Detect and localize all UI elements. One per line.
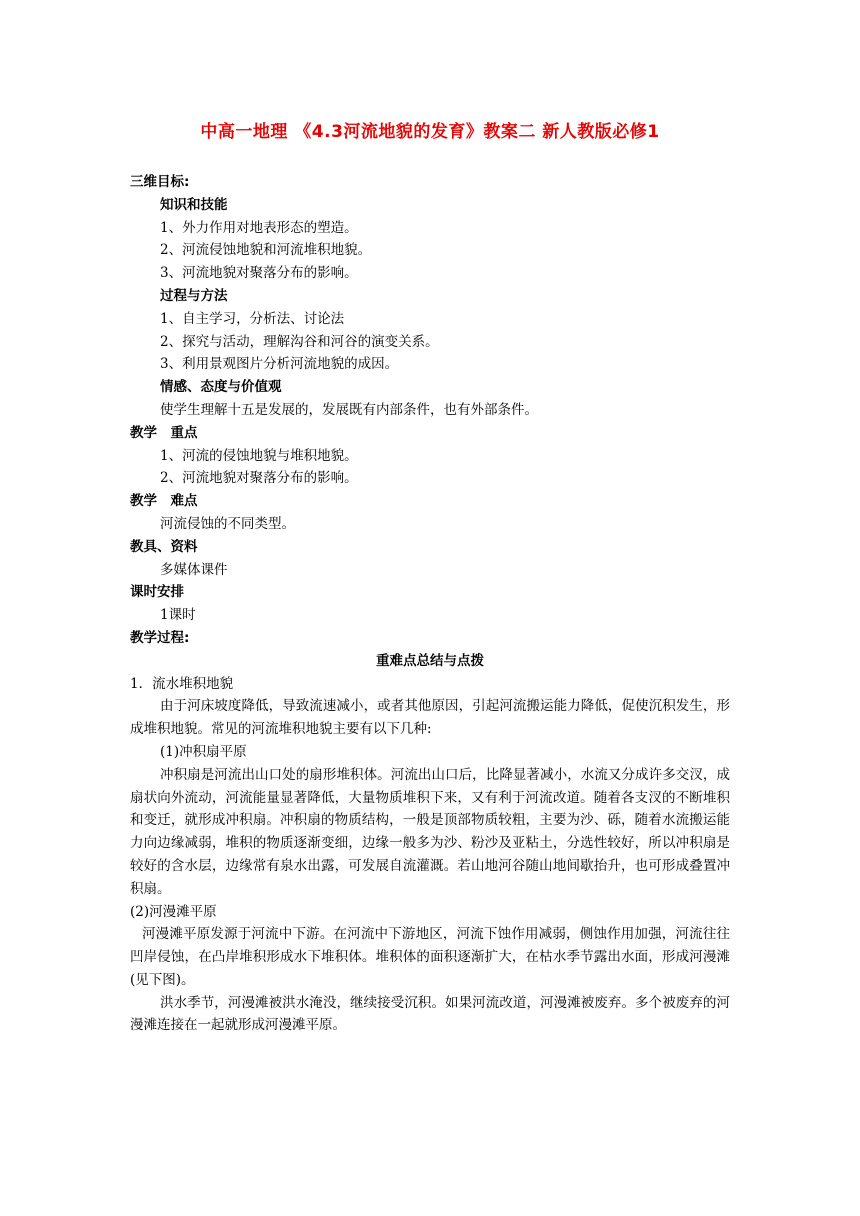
process-steps-heading: 教学过程: — [130, 629, 190, 646]
emotion-text: 使学生理解十五是发展的，发展既有内部条件，也有外部条件。 — [160, 401, 538, 418]
document-body — [130, 171, 730, 1037]
section-title: 1．流水堆积地貌 — [130, 675, 234, 692]
key-heading: 教学 重点 — [130, 424, 198, 441]
paragraph: 洪水季节，河漫滩被洪水淹没，继续接受沉积。如果河流改道，河漫滩被废弃。多个被废弃的河漫滩连接在一起就形成河漫滩平原。 — [130, 994, 730, 1034]
subsection-title: (1)冲积扇平原 — [160, 743, 247, 760]
list-item: 2、河流地貌对聚落分布的影响。 — [160, 470, 358, 487]
document-title: 中高一地理 《4.3河流地貌的发育》教案二 新人教版必修1 — [200, 122, 660, 142]
schedule-heading: 课时安排 — [130, 584, 184, 601]
tools-text: 多媒体课件 — [160, 561, 228, 578]
list-item: 3、利用景观图片分析河流地貌的成因。 — [160, 356, 399, 373]
summary-heading: 重难点总结与点拨 — [376, 652, 484, 669]
list-item: 1、河流的侵蚀地貌与堆积地貌。 — [160, 447, 358, 464]
process-heading: 过程与方法 — [160, 287, 228, 304]
list-item: 2、河流侵蚀地貌和河流堆积地貌。 — [160, 242, 372, 259]
knowledge-heading: 知识和技能 — [160, 196, 228, 213]
schedule-text: 1课时 — [160, 607, 196, 624]
list-item: 2、探究与活动，理解沟谷和河谷的演变关系。 — [160, 333, 439, 350]
list-item: 1、外力作用对地表形态的塑造。 — [160, 219, 358, 236]
tools-heading: 教具、资料 — [130, 538, 198, 555]
difficulty-text: 河流侵蚀的不同类型。 — [160, 515, 295, 532]
paragraph: 由于河床坡度降低，导致流速减小，或者其他原因，引起河流搬运能力降低，促使沉积发生，形成堆积地貌。常见的河流堆积地貌主要有以下几种: — [130, 698, 730, 738]
goals-heading: 三维目标: — [130, 174, 190, 190]
emotion-heading: 情感、态度与价值观 — [160, 379, 282, 396]
paragraph: 河漫滩平原发源于河流中下游。在河流中下游地区，河流下蚀作用减弱，侧蚀作用加强，河流往往凹岸侵蚀，在凸岸堆积形成水下堆积体。堆积体的面积逐渐扩大，在枯水季节露出水面，形成河漫滩(见下图)。 — [130, 926, 730, 988]
subsection-title: (2)河漫滩平原 — [130, 903, 217, 920]
paragraph: 冲积扇是河流出山口处的扇形堆积体。河流出山口后，比降显著减小，水流又分成许多交汊，成扇状向外流动，河流能量显著降低，大量物质堆积下来，又有利于河流改道。随着各支汊的不断堆积和变迁，就形成冲积扇。冲积扇的物质结构，一般是顶部物质较粗，主要为沙、砾，随着水流搬运能力向边缘减弱，堆积的物质逐渐变细，边缘一般多为沙、粉沙及亚粘土，分选性较好，所以冲积扇是较好的含水层，边缘常有泉水出露，可发展自流灌溉。若山地河谷随山地间歇抬升，也可形成叠置冲积扇。 — [130, 766, 730, 897]
list-item: 3、河流地貌对聚落分布的影响。 — [160, 265, 358, 282]
list-item: 1、自主学习，分析法、讨论法 — [160, 310, 345, 327]
difficulty-heading: 教学 难点 — [130, 493, 198, 510]
